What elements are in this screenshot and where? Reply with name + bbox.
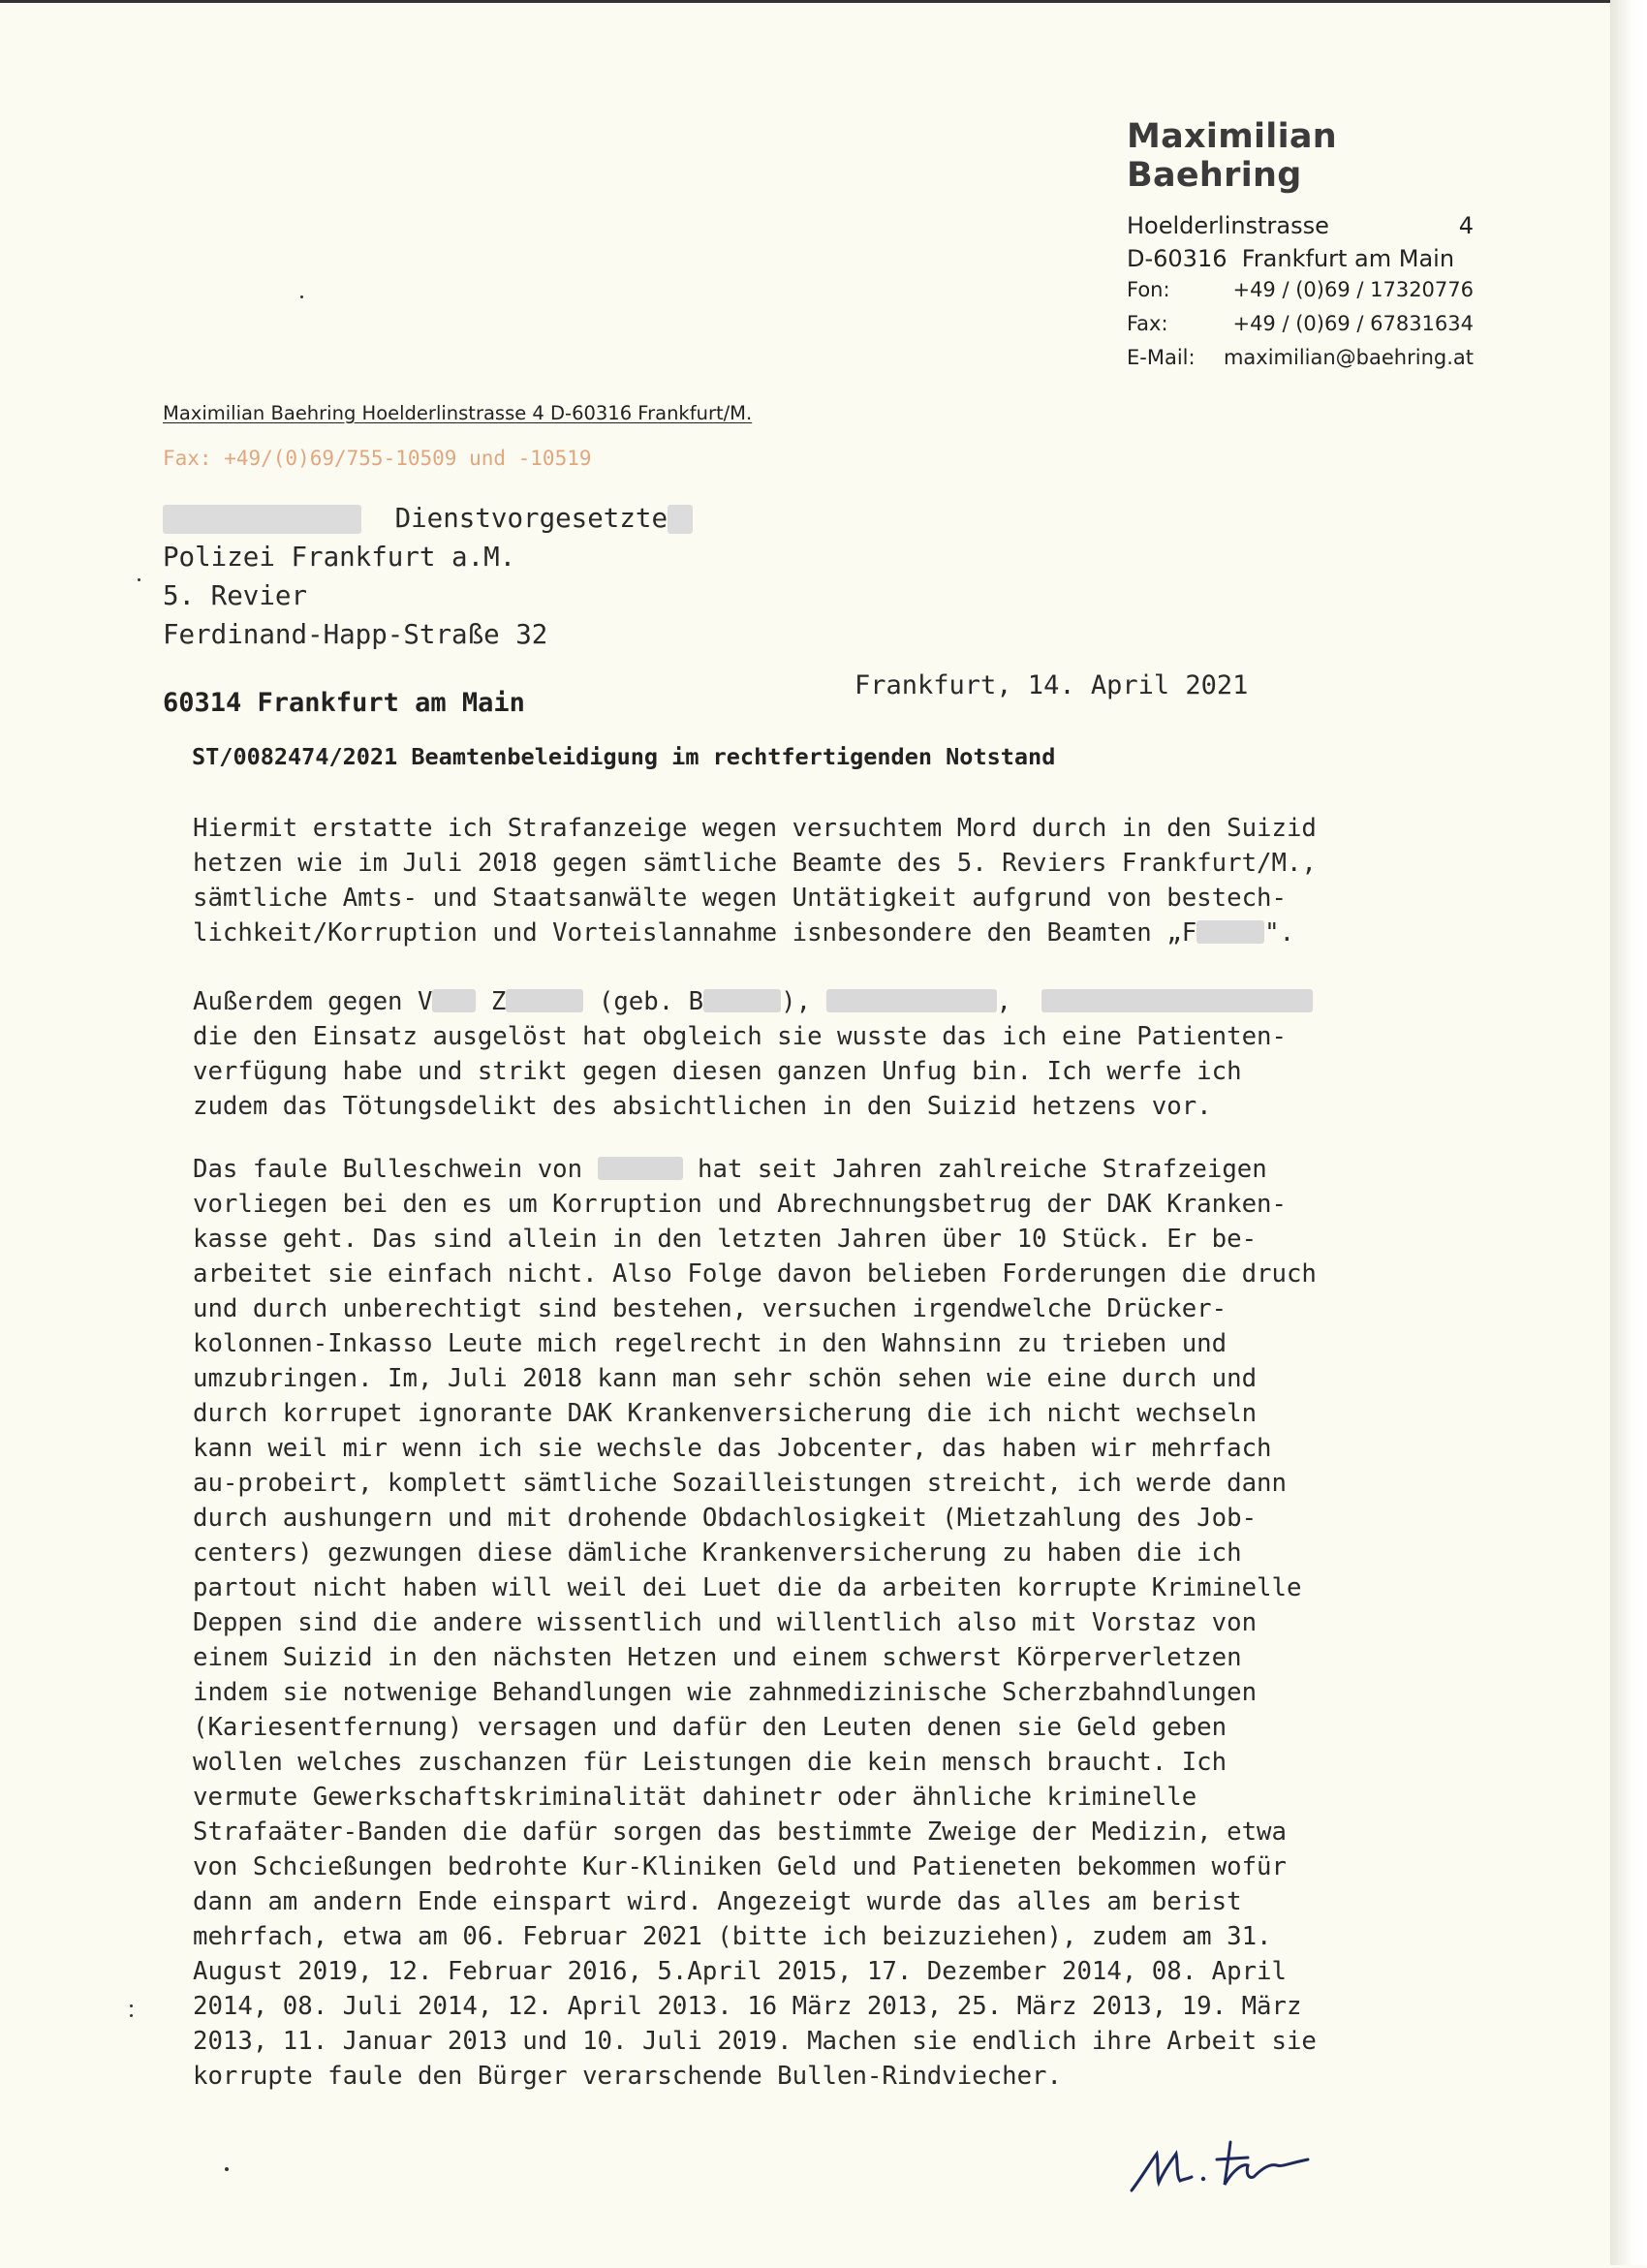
recipient-address bbox=[163, 499, 693, 654]
sender-house-number: 4 bbox=[1458, 212, 1474, 239]
paragraph-3 bbox=[193, 1152, 1481, 2094]
fax-label: Fax: bbox=[1127, 312, 1168, 335]
text-segment: ), bbox=[781, 987, 812, 1016]
text-line: dann am andern Ende einspart wird. Angezeigt wurde das alles am berist bbox=[193, 1887, 1242, 1916]
text-line: die den Einsatz ausgelöst hat obgleich sie wusste das ich eine Patienten- bbox=[193, 1022, 1287, 1051]
text-segment: Außerdem gegen V bbox=[193, 987, 433, 1016]
recipient-line-2: Polizei Frankfurt a.M. bbox=[163, 542, 516, 573]
text-segment: , bbox=[996, 987, 1011, 1016]
text-line: Deppen sind die andere wissentlich und willentlich also mit Vorstaz von bbox=[193, 1608, 1258, 1637]
email-label: E-Mail: bbox=[1127, 346, 1196, 369]
recipient-fax-line: Fax: +49/(0)69/755-10509 und -10519 bbox=[163, 447, 592, 470]
fon-label: Fon: bbox=[1127, 278, 1170, 301]
text-segment: (geb. B bbox=[598, 987, 704, 1016]
redacted-block bbox=[432, 989, 476, 1012]
scan-speck bbox=[225, 2167, 229, 2171]
sender-fax-row bbox=[1127, 312, 1474, 346]
text-line: zudem das Tötungsdelikt des absichtlichen in den Suizid hetzens vor. bbox=[193, 1092, 1212, 1121]
text-line: mehrfach, etwa am 06. Februar 2021 (bitte ich beizuziehen), zudem am 31. bbox=[193, 1922, 1272, 1951]
text-line: einem Suizid in den nächsten Hetzen und einem schwerst Körperverletzen bbox=[193, 1643, 1242, 1672]
recipient-line-1-text: Dienstvorgesetzte bbox=[394, 503, 668, 534]
sender-street-row bbox=[1127, 212, 1474, 245]
recipient-city: 60314 Frankfurt am Main bbox=[163, 688, 525, 718]
scan-speck bbox=[138, 578, 140, 581]
text-line: centers) gezwungen diese dämliche Krankenversicherung zu haben die ich bbox=[193, 1538, 1242, 1568]
text-line: au-probeirt, komplett sämtliche Sozailleistungen streicht, ich werde dann bbox=[193, 1469, 1287, 1498]
sender-city: D-60316 Frankfurt am Main bbox=[1127, 245, 1455, 272]
text-line: durch aushungern und mit drohende Obdachlosigkeit (Mietzahlung des Job- bbox=[193, 1504, 1258, 1533]
fon-number: +49 / (0)69 / 17320776 bbox=[1232, 278, 1474, 301]
scan-speck bbox=[130, 2004, 133, 2007]
text-line: kann weil mir wenn ich sie wechsle das Jobcenter, das haben wir mehrfach bbox=[193, 1434, 1272, 1463]
text-line: vermute Gewerkschaftskriminalität dahinetr oder ähnliche kriminelle bbox=[193, 1783, 1197, 1812]
redacted-block bbox=[1196, 920, 1264, 944]
scan-speck bbox=[300, 295, 303, 298]
text-line: umzubringen. Im, Juli 2018 kann man sehr schön sehen wie eine durch und bbox=[193, 1364, 1258, 1393]
text-line bbox=[193, 916, 1481, 950]
recipient-line-3: 5. Revier bbox=[163, 580, 308, 611]
text-line: 2013, 11. Januar 2013 und 10. Juli 2019. Machen sie endlich ihre Arbeit sie bbox=[193, 2027, 1317, 2056]
redacted-block bbox=[598, 1157, 683, 1180]
redacted-block bbox=[826, 989, 997, 1012]
text-line: wollen welches zuschanzen für Leistungen die kein mensch braucht. Ich bbox=[193, 1748, 1227, 1777]
text-line: hetzen wie im Juli 2018 gegen sämtliche Beamte des 5. Reviers Frankfurt/M., bbox=[193, 849, 1317, 878]
recipient-line-1 bbox=[163, 499, 693, 538]
text-line: vorliegen bei den es um Korruption und Abrechnungsbetrug der DAK Kranken- bbox=[193, 1190, 1287, 1219]
text-segment: lichkeit/Korruption und Vorteislannahme isnbesondere den Beamten „F bbox=[193, 918, 1197, 948]
redacted-block bbox=[1041, 989, 1313, 1012]
text-line: indem sie notwenige Behandlungen wie zahnmedizinische Scherzbahndlungen bbox=[193, 1678, 1258, 1707]
text-segment: Das faule Bulleschwein von bbox=[193, 1155, 583, 1184]
text-line: von Schcießungen bedrohte Kur-Kliniken Geld und Patieneten bekommen wofür bbox=[193, 1852, 1287, 1881]
handwritten-signature bbox=[1124, 2115, 1347, 2202]
sender-name: Maximilian Baehring bbox=[1127, 117, 1338, 195]
text-line bbox=[193, 984, 1481, 1019]
paragraph-2 bbox=[193, 984, 1481, 1124]
text-line: arbeitet sie einfach nicht. Also Folge davon belieben Forderungen die druch bbox=[193, 1259, 1317, 1289]
paragraph-1 bbox=[193, 811, 1481, 950]
text-line: korrupte faule den Bürger verarschende Bullen-Rindviecher. bbox=[193, 2062, 1062, 2091]
text-line: kolonnen-Inkasso Leute mich regelrecht in den Wahnsinn zu trieben und bbox=[193, 1329, 1227, 1358]
text-segment: hat seit Jahren zahlreiche Strafzeigen bbox=[698, 1155, 1267, 1184]
sender-fon-row bbox=[1127, 278, 1474, 312]
text-line: kasse geht. Das sind allein in den letzten Jahren über 10 Stück. Er be- bbox=[193, 1225, 1258, 1254]
scan-edge bbox=[1610, 0, 1647, 2265]
text-segment: Z bbox=[490, 987, 507, 1016]
text-line: verfügung habe und strikt gegen diesen ganzen Unfug bin. Ich werfe ich bbox=[193, 1057, 1242, 1086]
redacted-block bbox=[668, 505, 693, 534]
redacted-block bbox=[506, 989, 583, 1012]
text-line: Strafaäter-Banden die dafür sorgen das bestimmte Zweige der Medizin, etwa bbox=[193, 1818, 1287, 1847]
letter-date: Frankfurt, 14. April 2021 bbox=[855, 670, 1249, 700]
text-line: sämtliche Amts- und Staatsanwälte wegen Untätigkeit aufgrund von bestech- bbox=[193, 884, 1287, 913]
sender-block bbox=[1127, 117, 1474, 380]
text-line: August 2019, 12. Februar 2016, 5.April 2015, 17. Dezember 2014, 08. April bbox=[193, 1957, 1287, 1986]
text-line: 2014, 08. Juli 2014, 12. April 2013. 16 März 2013, 25. März 2013, 19. März bbox=[193, 1992, 1302, 2021]
fax-number: +49 / (0)69 / 67831634 bbox=[1232, 312, 1474, 335]
recipient-line-4: Ferdinand-Happ-Straße 32 bbox=[163, 619, 548, 650]
text-line: Hiermit erstatte ich Strafanzeige wegen versuchtem Mord durch in den Suizid bbox=[193, 814, 1317, 843]
return-address-line: Maximilian Baehring Hoelderlinstrasse 4 D-60316 Frankfurt/M. bbox=[163, 402, 753, 424]
text-line: (Kariesentfernung) versagen und dafür den Leuten denen sie Geld geben bbox=[193, 1713, 1227, 1742]
email-address: maximilian@baehring.at bbox=[1223, 346, 1474, 369]
redacted-block bbox=[163, 505, 361, 534]
text-line: partout nicht haben will weil dei Luet die da arbeiten korrupte Kriminelle bbox=[193, 1573, 1302, 1602]
redacted-block bbox=[703, 989, 781, 1012]
scan-speck bbox=[130, 2014, 133, 2017]
text-segment: ". bbox=[1264, 918, 1295, 948]
text-line: durch korrupet ignorante DAK Krankenversicherung die ich nicht wechseln bbox=[193, 1399, 1258, 1428]
text-line bbox=[193, 1152, 1481, 1187]
subject-line: ST/0082474/2021 Beamtenbeleidigung im rechtfertigenden Notstand bbox=[192, 743, 1056, 770]
sender-city-row bbox=[1127, 245, 1474, 278]
text-line: und durch unberechtigt sind bestehen, versuchen irgendwelche Drücker- bbox=[193, 1294, 1227, 1323]
sender-street: Hoelderlinstrasse bbox=[1127, 212, 1329, 239]
sender-email-row bbox=[1127, 346, 1474, 380]
